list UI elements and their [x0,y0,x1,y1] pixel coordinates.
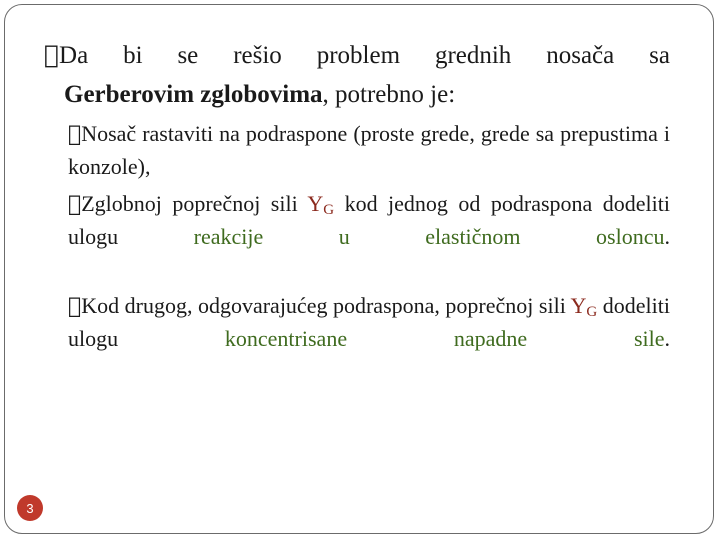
gerber-term: Gerberovim zglobovima [64,81,323,108]
force-symbol: $Y_G$ [568,293,596,320]
sub-bullet-2: Zglobnoj poprečnoj sili $Y_G$ kod jednog od podraspona dodeliti ulogu reakcije u elastičnom osloncu. [68,191,670,249]
sub-bullet-1 [68,118,670,183]
bullet-main [44,38,670,73]
bullet-icon [44,40,59,69]
bullet-icon [68,122,81,147]
main-text-end: , potrebno je: [322,81,456,108]
bullet-main-cont [64,78,670,112]
bullet-icon [68,294,81,319]
highlight-elastic-support: reakcije u elastičnom osloncu [193,224,665,249]
main-text: Da bi se rešio problem grednih nosača sa [44,42,670,69]
highlight-concentrated-load: koncentrisane napadne sile [224,326,665,351]
bullet-icon [68,192,81,217]
sub-bullet-3: Kod drugog, odgovarajućeg podraspona, poprečnoj sili $Y_G$ dodeliti ulogu koncentrisane napadne sile. [68,293,670,351]
force-symbol: $Y_G$ [299,191,326,218]
page-number-badge: 3 [17,495,43,521]
sub-bullet-1-text: Nosač rastaviti na podraspone (proste grede, grede sa prepustima i konzole), [68,121,670,179]
